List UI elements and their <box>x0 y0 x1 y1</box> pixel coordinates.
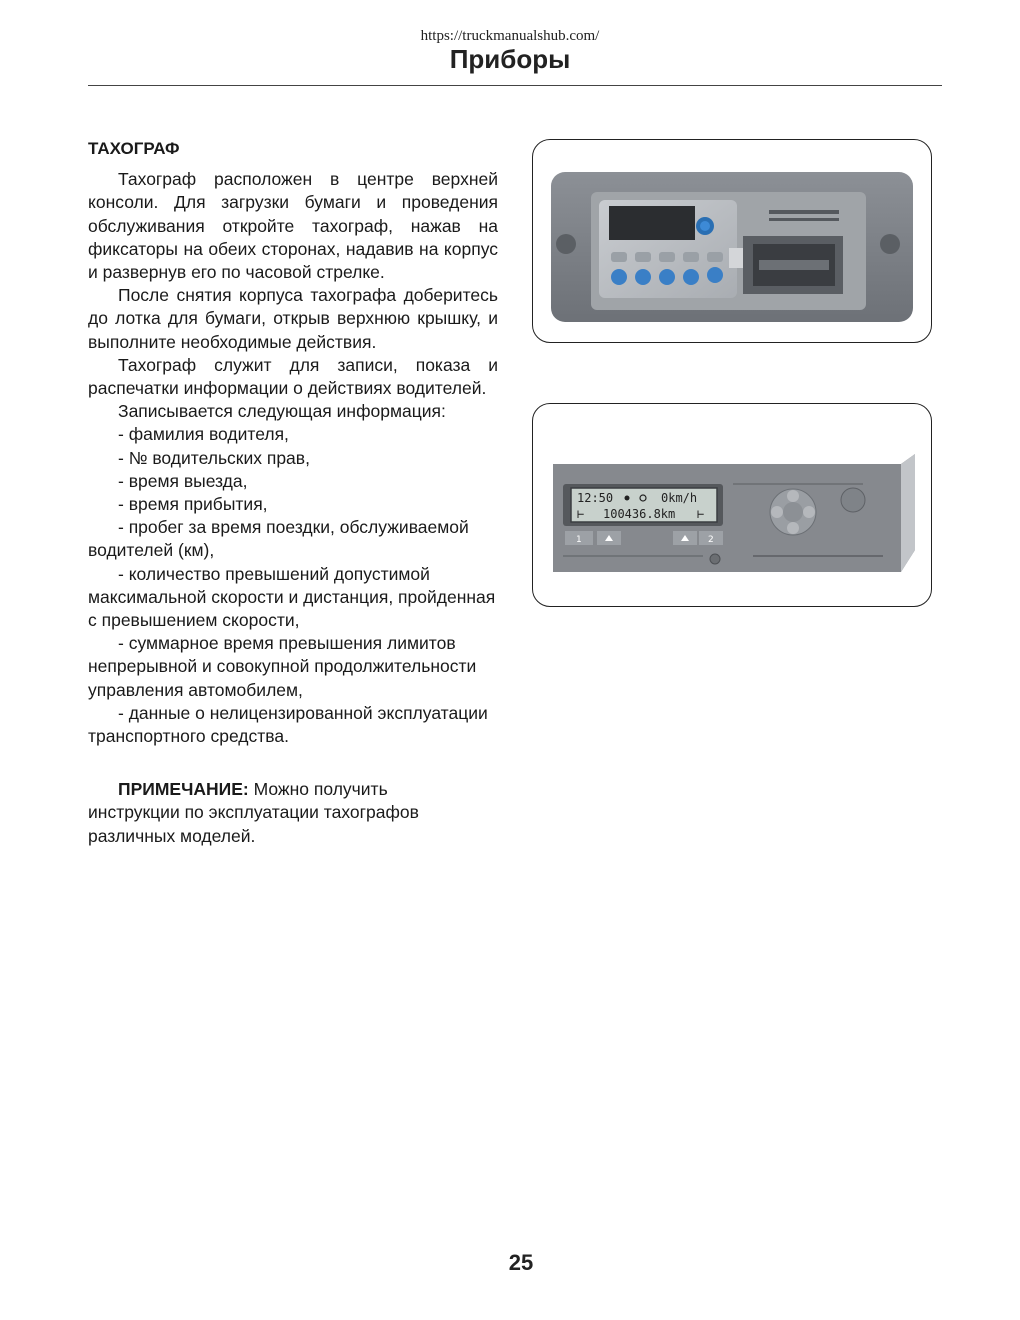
list-item: - время выезда, <box>118 470 248 491</box>
list-item: - данные о нелицензированной эксплуатации транспортного средства. <box>88 702 488 747</box>
display-speed: 0km/h <box>661 491 698 505</box>
digital-tachograph-image <box>532 403 932 607</box>
paragraph: Тахограф расположен в центре верхней консоли. Для загрузки бумаги и проведения обслуживания откройте тахограф, нажав на фиксаторы на обеих сторонах, надавив на корпус и развернув его по часовой стрелке. <box>88 169 498 283</box>
list-item: - время прибытия, <box>118 494 268 515</box>
button-1-label: 1 <box>576 535 582 545</box>
note-label: ПРИМЕЧАНИЕ: <box>118 779 249 800</box>
source-url: https://truckmanualshub.com/ <box>420 28 600 44</box>
list-item: - пробег за время поездки, обслуживаемой водителей (км), <box>88 517 469 561</box>
list-intro: Записывается следующая информация: <box>118 401 446 422</box>
note <box>88 778 468 848</box>
section-title: ТАХОГРАФ <box>88 139 180 158</box>
paragraph: Тахограф служит для записи, показа и распечатки информации о действиях водителей. <box>88 354 498 399</box>
button-2-label: 2 <box>708 535 714 545</box>
display-odometer: 100436.8km <box>603 507 676 521</box>
text-column <box>88 137 498 848</box>
svg-text:⊢: ⊢ <box>577 507 585 521</box>
display-time: 12:50 <box>577 491 614 505</box>
list-item: - № водительских прав, <box>118 447 310 468</box>
svg-text:⊢: ⊢ <box>697 507 705 521</box>
list-item: - фамилия водителя, <box>118 424 289 445</box>
list-item: - количество превышений допустимой максимальной скорости и дистанция, пройденная с превышением скорости, <box>88 563 496 631</box>
list-item: - суммарное время превышения лимитов непрерывной и совокупной продолжительности управления автомобилем, <box>88 633 477 700</box>
header-divider <box>88 85 942 86</box>
page-title: Приборы <box>449 44 571 74</box>
paragraph: После снятия корпуса тахографа доберитесь до лотка для бумаги, открыв верхнюю крышку, и выполните необходимые действия. <box>88 285 498 352</box>
page-number: 25 <box>508 1250 534 1275</box>
note-text: Можно получить инструкции по эксплуатации тахографов различных моделей. <box>88 779 419 846</box>
tachograph-console-image <box>532 139 932 343</box>
